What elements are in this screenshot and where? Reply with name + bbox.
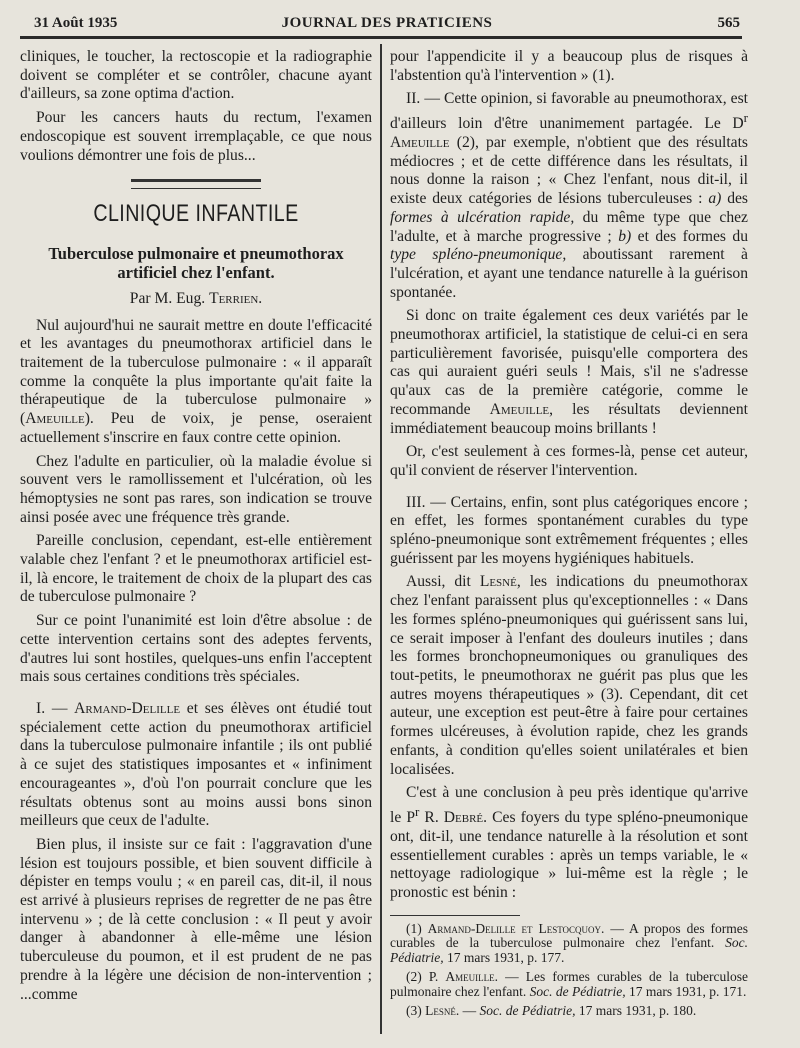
column-divider (380, 44, 382, 1034)
text-run: (2), par exemple, n'obtient que des résultats médiocres ; et de cette différence dans les résultats, il nous donne la raison ; « Chez l'enfant, nous dit-il, il existe deux catégories de lésions tuberculeuses : (390, 134, 748, 208)
header-page-number: 565 (717, 15, 740, 31)
author-name: R. Debré (419, 809, 484, 827)
paragraph: cliniques, le toucher, la rectoscopie et la radiographie doivent se compléter et se contrôler, chacune ayant d'ailleurs, sa zone optima d'action. (20, 48, 372, 103)
paragraph: Or, c'est seulement à ces formes-là, pense cet auteur, qu'il convient de réserver l'intervention. (390, 443, 748, 479)
paragraph (390, 573, 748, 779)
paragraph (20, 317, 372, 448)
author-name: Ameuille (445, 969, 495, 985)
paragraph: Sur ce point l'unanimité est loin d'être absolue : de cette intervention certains sont des adeptes fervents, d'autres lui sont hostiles, quelques-uns enfin l'acceptent mais sous certaines conditions très spéciales. (20, 612, 372, 686)
author-name: Ameuille (25, 410, 85, 428)
author-name: Terrien. (209, 289, 263, 307)
section-separator (131, 179, 261, 182)
right-column (390, 48, 748, 1024)
text-run: aboutissant rarement à l'ulcération, et ayant une tendance naturelle à la guérison spontanée. (390, 246, 748, 301)
paragraph: Pareille conclusion, cependant, est-elle entièrement valable chez l'enfant ? et le pneumothorax artificiel est-il, là encore, le traitement de choix de la plupart des cas de tuberculose pulmonaire ? (20, 532, 372, 606)
paragraph: Pour les cancers hauts du rectum, l'examen endoscopique est souvent irremplaçable, ce que nous voulions démontrer une fois de plus... (20, 109, 372, 164)
text-run: 17 mars 1931, p. 171. (625, 983, 747, 999)
author-name: Ameuille (489, 400, 550, 418)
text-run: a) (708, 190, 722, 208)
paragraph (20, 700, 372, 831)
paragraph: Bien plus, il insiste sur ce fait : l'aggravation d'une lésion est toujours possible, et bien souvent difficile à dépister en temps voulu ; « en pareil cas, dit-il, il nous est arrivé à plusieurs reprises de regretter de ne pas être intervenu » ; de là cette conclusion : « Il peut y avoir danger à abandonner à elle-même une lésion tuberculeuse du poumon, et il est prudent de ne pas prendre à la légère une décision de non-intervention ; ...comme (20, 835, 372, 1003)
footnote (390, 922, 748, 966)
footnote (390, 970, 748, 999)
paragraph: pour l'appendicite il y a beaucoup plus de risques à l'abstention qu'à l'intervention » (1). (390, 48, 748, 84)
text-run: 17 mars 1931, p. 177. (443, 949, 565, 965)
header-rule (20, 36, 742, 39)
text-run: , les indications du pneumothorax chez l'enfant paraissent plus qu'exceptionnelles : « Dans les formes spléno-pneumoniques qui guérissent sans lui, ce serait imposer à l'enfant des douleurs inutiles ; dans les formes bronchopneumoniques ou granuliques des tout-petits, le pneumothorax ne guérit pas plus que les autres moyens thérapeutiques » (3). Cependant, dit cet auteur, une exception est peut-être à faire pour certaines formes ulcéreuses, à évolution rapide, chez les grands enfants, à condition qu'elles soient unilatérales et bien localisées. (390, 573, 748, 778)
text-run: et ses élèves ont étudié tout spécialement cette action du pneumothorax artificiel dans la tuberculose pulmonaire infantile ; ils ont publié à ce sujet des statistiques imposantes et « infiniment encourageantes », d'où l'on pourrait conclure que les résultats obtenus sont au moins aussi bons sinon meilleurs que ceux de l'adulte. (20, 699, 372, 830)
text-run: Si donc on traite également ces deux variétés par le pneumothorax artificiel, la statistique de celui-ci en sera particulièrement favorisée, puisqu'elle comportera des cas qui auraient guéri seuls ! Mais, s'il ne s'adresse qu'aux cas de la première catégorie, comme le recommande (390, 307, 748, 418)
text-run: (3) (406, 1003, 426, 1019)
superscript: r (743, 110, 748, 126)
text-run: . Ces foyers du type spléno-pneumonique ont, dit-il, une tendance naturelle à la résolution et sont essentiellement curables : après un temps variable, le « nettoyage radiologique » lui-même est la règle ; le pronostic est bénin : (390, 809, 748, 901)
running-header (34, 13, 740, 37)
text-run: b) (618, 227, 632, 245)
text-run: Soc. de Pédiatrie, (529, 983, 626, 999)
text-run: . — (455, 1003, 480, 1019)
text-run: . — Les formes curables de la tuberculose pulmonaire chez l'enfant. (390, 969, 748, 999)
spacer (390, 486, 748, 494)
text-run: et des formes du (631, 227, 748, 245)
text-run: Aussi, dit (406, 573, 480, 591)
text-run: Soc. Pédiatrie, (390, 935, 748, 965)
text-run: type spléno-pneumonique, (390, 246, 567, 264)
paragraph: III. — Certains, enfin, sont plus catégoriques encore ; en effet, les formes spontanément curables du type spléno-pneumonique sont extrêmement fréquentes ; elles guérissent par les moyens hygiéniques habituels. (390, 493, 748, 567)
footnote (390, 1004, 748, 1019)
left-column (20, 48, 372, 1009)
section-heading: CLINIQUE INFANTILE (93, 200, 299, 228)
superscript: r (415, 803, 420, 819)
author-name: Lesné (425, 1003, 456, 1019)
text-run: , les résultats deviennent immédiatement beaucoup moins brillants ! (390, 400, 748, 437)
text-run: (1) (406, 920, 428, 936)
text-run: I. — (36, 699, 75, 717)
author-name: Armand-Delille (74, 699, 181, 717)
text-run: Nul aujourd'hui ne saurait mettre en doute l'efficacité et les avantages du pneumothorax artificiel dans le traitement de la tuberculose pulmonaire : « il apparaît comme la conquête la plus importante qu'ait faite la thérapeutique de la tuberculose pulmonaire » ( (20, 316, 372, 428)
spacer (20, 692, 372, 700)
section-separator-thin (131, 188, 261, 189)
text-run: 17 mars 1931, p. 180. (575, 1003, 697, 1019)
header-journal-title: JOURNAL DES PRATICIENS (281, 15, 493, 31)
paragraph (390, 90, 748, 302)
text-run: du même type que chez l'adulte, et à marche progressive ; (390, 208, 748, 245)
author-name: Lesné (479, 573, 517, 591)
footnote-rule (390, 915, 520, 916)
text-run: (2) P. (406, 969, 446, 985)
author-name: Armand-Delille et Lestocquoy (427, 920, 602, 936)
text-run: des (721, 190, 748, 208)
text-run: ). Peu de voix, je pense, oseraient actuellement s'inscrire en faux contre cette opinion. (20, 410, 372, 446)
text-run: . — A propos des formes curables de la tuberculose pulmonaire chez l'enfant. (390, 920, 748, 951)
paragraph (390, 784, 748, 902)
header-date: 31 Août 1935 (34, 15, 118, 31)
text-run: C'est à une conclusion à peu près identique qu'arrive le P (390, 784, 748, 827)
article-title: Tuberculose pulmonaire et pneumothorax artificiel chez l'enfant. (48, 243, 344, 282)
paragraph: Chez l'adulte en particulier, où la maladie évolue si souvent vers le ramollissement et l'ulcération, où les hémoptysies ne sont pas rares, son indication se trouve ainsi posée avec une fréquence très grande. (20, 452, 372, 526)
byline-prefix: Par M. Eug. (129, 289, 206, 307)
text-run: formes à ulcération rapide, (390, 208, 575, 226)
article-byline (20, 290, 372, 309)
text-run: Soc. de Pédiatrie, (479, 1003, 576, 1019)
paragraph (390, 307, 748, 438)
text-run: II. — Cette opinion, si favorable au pneumothorax, est d'ailleurs loin d'être unanimement partagée. Le D (390, 90, 748, 133)
author-name: Ameuille (390, 134, 450, 151)
